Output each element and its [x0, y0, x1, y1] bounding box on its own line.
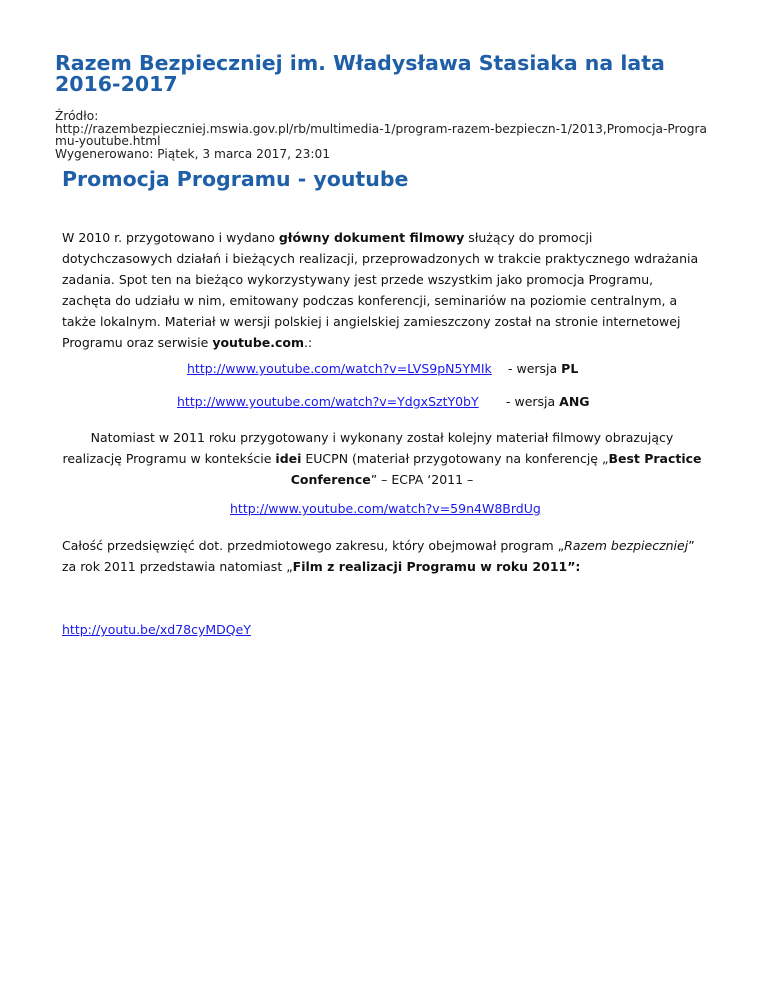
- generated-date: Wygenerowano: Piątek, 3 marca 2017, 23:01: [55, 146, 330, 161]
- source-url: http://razembezpieczniej.mswia.gov.pl/rb/multimedia-1/program-razem-bezpieczn-1/2013,Promocja-Programu-youtube.html: [55, 121, 707, 148]
- article-title: Promocja Programu - youtube: [62, 167, 409, 191]
- youtube-link-conference[interactable]: http://www.youtube.com/watch?v=59n4W8BrdUg: [230, 501, 541, 516]
- version-label-pl: - wersja PL: [508, 361, 579, 376]
- youtube-link-pl[interactable]: http://www.youtube.com/watch?v=LVS9pN5YMIk: [187, 361, 492, 376]
- intro-paragraph: W 2010 r. przygotowano i wydano główny dokument filmowy służący do promocji dotychczasowych działań i bieżących realizacji, przeprowadzonych w trakcie praktycznego wdrażania zadania. Spot ten na bieżąco wykorzystywany jest przede wszystkim jako promocja Programu, zachęta do udziału w nim, emitowany podczas konferencji, seminariów na poziomie centralnym, a także lokalnym. Materiał w wersji polskiej i angielskiej zamieszczony został na stronie internetowej Programu oraz serwisie youtube.com.:: [62, 230, 699, 350]
- conference-paragraph: Natomiast w 2011 roku przygotowany i wykonany został kolejny materiał filmowy obrazujący realizację Programu w kontekście idei EUCPN (materiał przygotowany na konferencję „Best Practice Conference” – ECPA ‘2011 –: [62, 430, 702, 487]
- version-label-ang: - wersja ANG: [506, 394, 590, 409]
- source-meta: [55, 110, 715, 160]
- source-label: Źródło:: [55, 109, 99, 123]
- youtube-link-2011-film[interactable]: http://youtu.be/xd78cyMDQeY: [62, 622, 251, 637]
- site-title: Razem Bezpieczniej im. Władysława Stasiaka na lata 2016-2017: [55, 51, 665, 96]
- youtube-link-ang[interactable]: http://www.youtube.com/watch?v=YdgxSztY0bY: [177, 394, 479, 409]
- summary-paragraph: Całość przedsięwzięć dot. przedmiotowego zakresu, który obejmował program „Razem bezpieczniej” za rok 2011 przedstawia natomiast „Film z realizacji Programu w roku 2011”:: [62, 538, 695, 574]
